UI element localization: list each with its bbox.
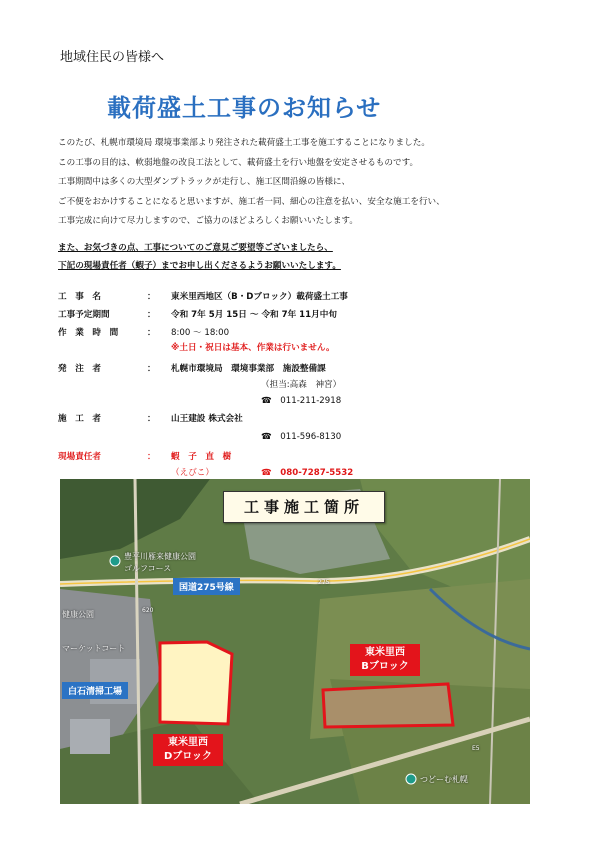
period-label: 工事予定期間 bbox=[58, 310, 110, 320]
plant-label: 白石清掃工場 bbox=[62, 682, 128, 699]
dome-label: つどーむ札幌 bbox=[420, 775, 468, 784]
manager-label: 現場責任者 bbox=[58, 452, 101, 462]
project-name-label: 工 事 名 bbox=[58, 292, 101, 302]
client-contact: （担当:高森 神宮） bbox=[261, 380, 342, 390]
client-label: 発 注 者 bbox=[58, 364, 101, 374]
project-name-value: 東米里西地区（B・Dブロック）載荷盛土工事 bbox=[171, 292, 348, 302]
intro-line: このたび、札幌市環境局 環境事業部より発注された載荷盛土工事を施工することになりました。 bbox=[58, 138, 430, 148]
map-background bbox=[60, 479, 530, 804]
block-d-line: Dブロック bbox=[163, 751, 213, 762]
road-label: 国道275号線 bbox=[173, 578, 240, 595]
manager-phone: ☎ 080-7287-5532 bbox=[261, 468, 354, 478]
intro-line: ご不便をおかけすることになると思いますが、施工者一同、細心の注意を払い、安全な施工を行い、 bbox=[58, 196, 445, 207]
block-d-line: 東米里西 bbox=[168, 737, 208, 748]
intro-paragraph bbox=[58, 134, 445, 232]
market-label: マーケットコート bbox=[62, 644, 126, 653]
notice-line: また、お気づきの点、工事についてのご意見ご要望等ございましたら、 bbox=[58, 243, 333, 253]
intro-line: 工事期間中は多くの大型ダンプトラックが走行し、施工区間沿線の皆様に、 bbox=[58, 177, 351, 188]
colon: ： bbox=[147, 292, 156, 302]
route-number: 275 bbox=[318, 579, 330, 586]
block-d-label bbox=[153, 734, 223, 766]
notice-line: 下記の現場責任者（蝦子）までお申し出くださるようお願いいたします。 bbox=[58, 260, 341, 271]
colon: ： bbox=[147, 310, 156, 320]
hours-value: 8:00 ～ 18:00 bbox=[171, 328, 230, 338]
period-value: 令和 7年 5月 15日 ～ 令和 7年 11月中旬 bbox=[171, 310, 337, 320]
client-value: 札幌市環境局 環境事業部 施設整備課 bbox=[171, 364, 326, 374]
client-phone: ☎ 011-211-2918 bbox=[261, 396, 342, 406]
intro-line: 工事完成に向けて尽力しますので、ご協力のほどよろしくお願いいたします。 bbox=[58, 216, 358, 227]
notice-paragraph bbox=[58, 240, 341, 275]
manager-kana: （えびこ） bbox=[171, 468, 214, 478]
manager-name: 蝦 子 直 樹 bbox=[171, 452, 232, 462]
hours-note: ※土日・祝日は基本、作業は行いません。 bbox=[171, 343, 335, 353]
colon: ： bbox=[147, 364, 156, 374]
page-title: 載荷盛土工事のお知らせ bbox=[107, 94, 382, 122]
colon: ： bbox=[147, 414, 156, 424]
route-number: 620 bbox=[142, 607, 154, 614]
block-b-label bbox=[350, 644, 420, 676]
contractor-label: 施 工 者 bbox=[58, 414, 101, 424]
block-b-line: 東米里西 bbox=[365, 647, 405, 658]
greeting: 地域住民の皆様へ bbox=[60, 50, 165, 65]
intro-line: この工事の目的は、軟弱地盤の改良工法として、載荷盛土を行い地盤を安定させるものです。 bbox=[58, 157, 419, 168]
construction-site-sign: 工事施工箇所 bbox=[223, 491, 385, 523]
park-label-2: 健康公園 bbox=[62, 610, 94, 619]
park-label: 豊平川雁来健康公園 bbox=[124, 552, 196, 561]
block-b-line: Bブロック bbox=[361, 661, 409, 672]
hours-label: 作 業 時 間 bbox=[58, 328, 119, 338]
contractor-phone: ☎ 011-596-8130 bbox=[261, 432, 342, 442]
colon: ： bbox=[147, 328, 156, 338]
golf-label: ゴルフコース bbox=[124, 564, 172, 573]
route-number: E5 bbox=[472, 745, 480, 752]
contractor-value: 山王建設 株式会社 bbox=[171, 414, 243, 424]
colon: ： bbox=[147, 452, 156, 462]
site-map bbox=[60, 479, 530, 804]
